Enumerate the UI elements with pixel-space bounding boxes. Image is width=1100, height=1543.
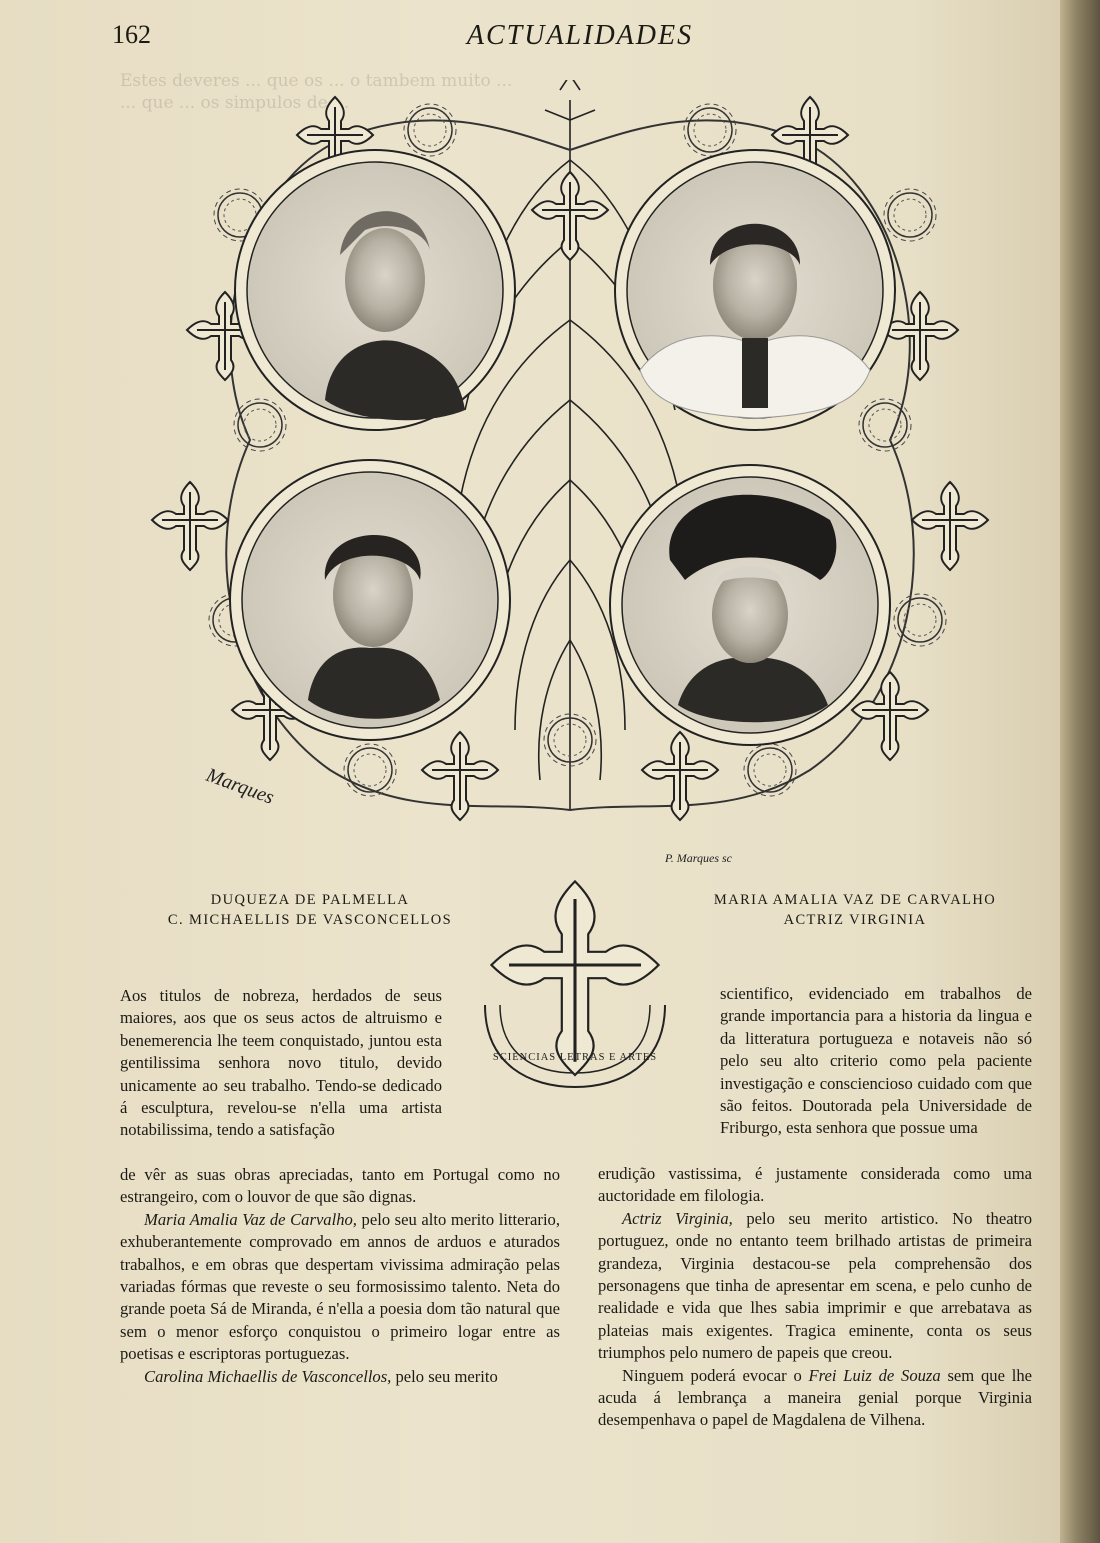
paragraph-frei-luiz xyxy=(598,1365,1032,1432)
engraver-signature: P. Marques sc xyxy=(665,851,732,865)
paragraph-actriz-virginia xyxy=(598,1208,1032,1365)
left-column-upper xyxy=(120,985,442,1142)
bleed-line: ... que ... os simpulos de ... xyxy=(120,93,350,113)
artist-signature: Marques xyxy=(203,764,277,809)
paragraph-carolina-michaellis xyxy=(120,1366,560,1388)
text-carolina-michaellis: pelo seu merito xyxy=(391,1366,498,1386)
name-carolina-michaellis: Carolina Michaellis de Vasconcellos, xyxy=(144,1366,392,1386)
name-frei-luiz-de-souza: Frei Luiz de Souza xyxy=(808,1365,941,1385)
caption-left-line1: DUQUEZA DE PALMELLA xyxy=(210,892,410,908)
book-gutter xyxy=(1060,0,1100,1543)
text-maria-amalia: pelo seu alto merito litterario, exhuberantemente comprovado em annos de arduos e aturados trabalhos, e em obras que despertam vivissima admiração pelas variadas fórmas que reveste o seu formosissimo talento. Neta do grande poeta Sá de Miranda, é n'ella a poesia dom tão natural que sem o menor esforço conquistou o primeiro logar entre as poetisas e escriptoras portuguezas. xyxy=(120,1209,560,1364)
order-emblem xyxy=(460,855,690,1095)
right-column-upper xyxy=(720,983,1032,1140)
paragraph-duqueza: Aos titulos de nobreza, herdados de seus maiores, aos que os seus actos de altruismo e benemerencia lhe teem conquistado, juntou esta gentilissima senhora novo titulo, devido unicamente ao seu trabalho. Tendo-se dedicado á esculptura, revelou-se n'ella uma artista notabilissima, tendo a satisfação xyxy=(120,986,442,1140)
name-actriz-virginia: Actriz Virginia, xyxy=(622,1208,733,1228)
name-maria-amalia: Maria Amalia Vaz de Carvalho, xyxy=(144,1209,357,1229)
running-title: ACTUALIDADES xyxy=(466,20,694,51)
right-column-lower xyxy=(598,1163,1032,1432)
page-number: 162 xyxy=(112,20,151,49)
caption-right-line2: ACTRIZ VIRGINIA xyxy=(783,912,927,928)
portrait-plate xyxy=(130,80,1020,870)
portrait-medallion-c-michaellis-de-vasconcellos xyxy=(230,460,510,740)
paragraph-maria-amalia xyxy=(120,1209,560,1366)
emblem-inscription: SCIENCIAS LETRAS E ARTES xyxy=(492,1052,658,1063)
portrait-medallion-actriz-virginia xyxy=(610,465,890,745)
caption-right xyxy=(690,890,1020,930)
text-frei-luiz-b: sem que lhe acuda á lembrança a maneira genial porque Virginia desempenhava o papel de Magdalena de Vilhena. xyxy=(598,1365,1032,1430)
caption-left-line2: C. MICHAELLIS DE VASCONCELLOS xyxy=(167,912,453,928)
caption-left xyxy=(145,890,475,930)
caption-right-line1: MARIA AMALIA VAZ DE CARVALHO xyxy=(713,892,997,908)
paragraph-carolina-end: erudição vastissima, é justamente considerada como uma auctoridade em filologia. xyxy=(598,1164,1032,1206)
paragraph-carolina-continued: scientifico, evidenciado em trabalhos de grande importancia para a historia da lingua e da litteratura portugueza e notaveis não só pelo seu alto criterio como pela paciente investigação e consciencioso cuidado com que são feitos. Doutorada pela Universidade de Friburgo, esta senhora que possue uma xyxy=(720,984,1032,1138)
portrait-medallion-maria-amalia-vaz-de-carvalho xyxy=(615,150,895,430)
text-actriz-virginia: pelo seu merito artistico. No theatro portuguez, onde no entanto teem brilhado artistas de primeira grandeza, Virginia destacou-se pela comprehensão dos personagens que tinha de apresentar em scena, e pelo cunho de realidade e vida que lhes sabia imprimir e que arrebatava as plateias mais exigentes. Tragica eminente, conta os seus triumphos pelo numero de papeis que creou. xyxy=(598,1208,1032,1363)
left-column-lower xyxy=(120,1164,560,1388)
text-frei-luiz-a: Ninguem poderá evocar o xyxy=(622,1365,809,1385)
paragraph-duqueza-continued: de vêr as suas obras apreciadas, tanto em Portugal como no estrangeiro, com o louvor de que são dignas. xyxy=(120,1165,560,1207)
bleed-line: Estes deveres ... que os ... o tambem muito ... xyxy=(120,71,513,91)
portrait-medallion-duqueza-de-palmella xyxy=(235,150,515,430)
